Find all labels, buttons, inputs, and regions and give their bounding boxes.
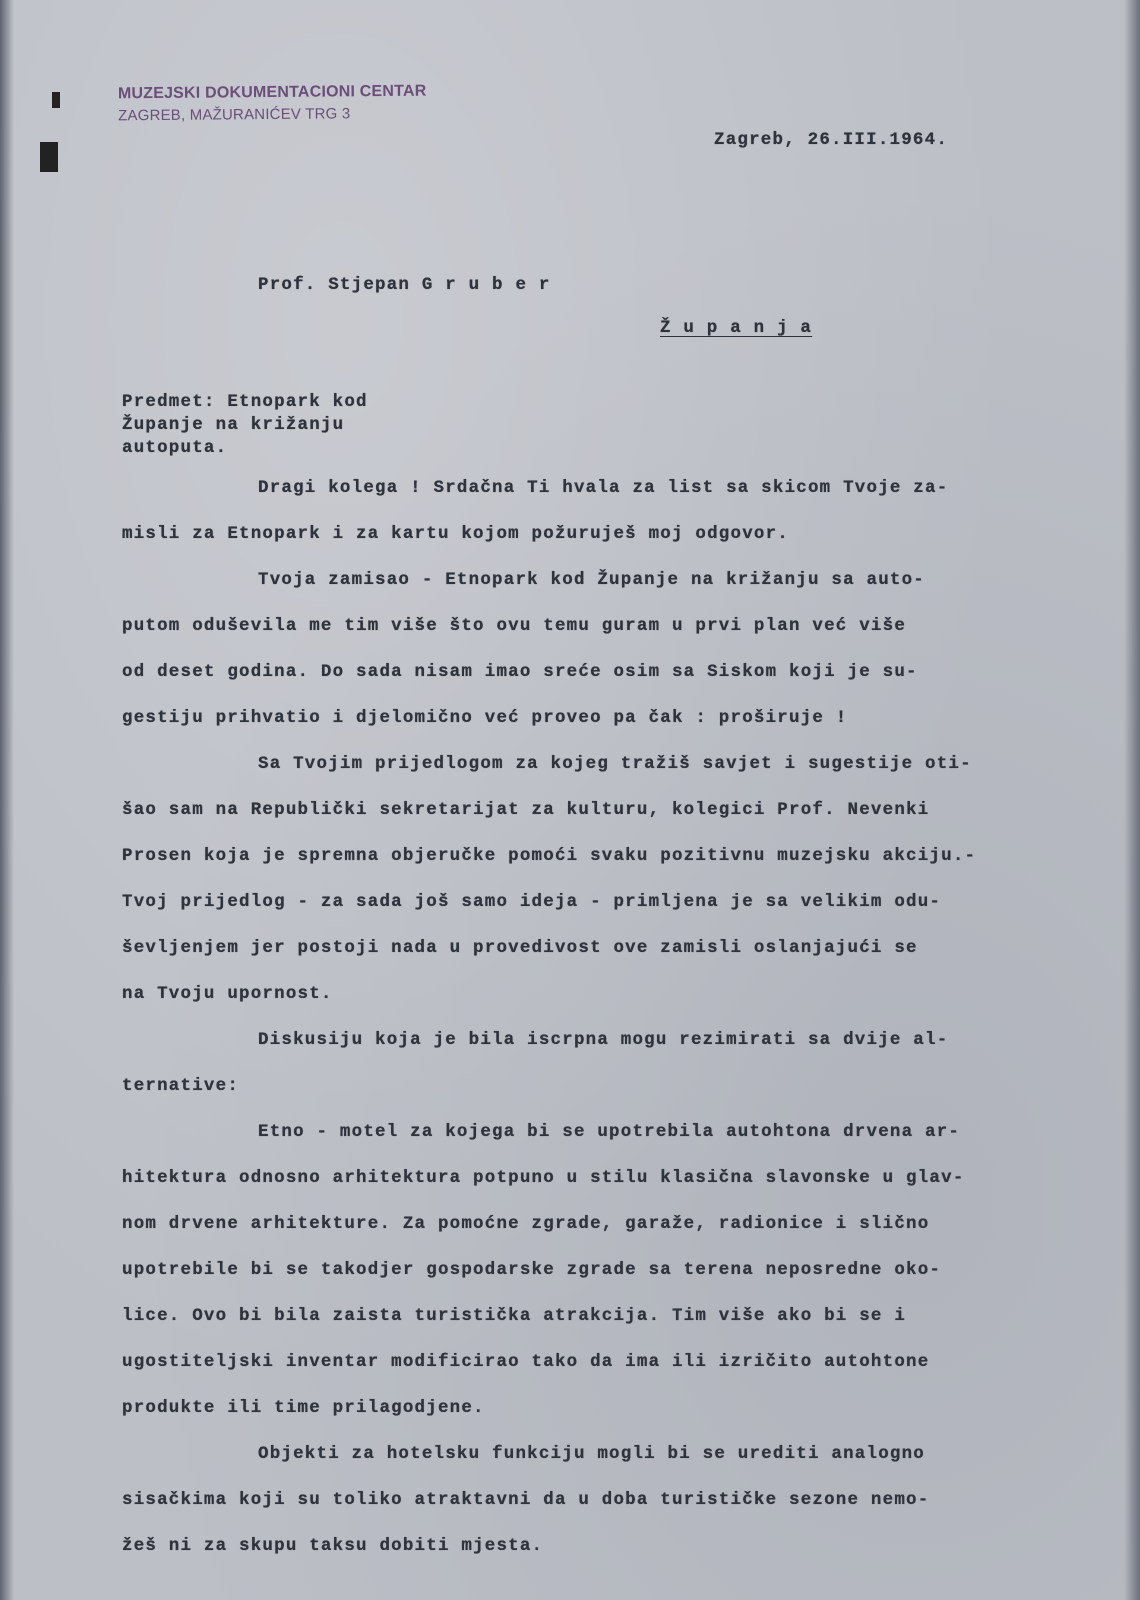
- body-line: Prosen koja je spremna objeručke pomoći svaku pozitivnu muzejsku akciju.-: [122, 846, 977, 866]
- body-line: sisačkima koji su toliko atraktavni da u doba turističke sezone nemo-: [122, 1490, 930, 1510]
- body-line: Diskusiju koja je bila iscrpna mogu rezimirati sa dvije al-: [258, 1030, 949, 1050]
- body-line: lice. Ovo bi bila zaista turistička atrakcija. Tim više ako bi se i: [122, 1306, 907, 1326]
- subject-line: autoputa.: [122, 438, 228, 458]
- body-line: produkte ili time prilagodjene.: [122, 1398, 485, 1418]
- punch-hole-mark: [52, 92, 60, 108]
- body-line: šao sam na Republički sekretarijat za kulturu, kolegici Prof. Nevenki: [122, 800, 930, 820]
- body-line: ternative:: [122, 1076, 240, 1096]
- page-right-edge: [1124, 0, 1140, 1600]
- recipient-place: Ž u p a n j a: [660, 318, 813, 338]
- stamp-line-1: MUZEJSKI DOKUMENTACIONI CENTAR: [117, 82, 427, 103]
- body-line: nom drvene arhitekture. Za pomoćne zgrade, garaže, radionice i slično: [122, 1214, 930, 1234]
- body-line: Tvoja zamisao - Etnopark kod Županje na križanju sa auto-: [258, 570, 925, 590]
- body-line: od deset godina. Do sada nisam imao sreće osim sa Siskom koji je su-: [122, 662, 918, 682]
- body-line: ugostiteljski inventar modificirao tako da ima ili izričito autohtone: [122, 1352, 930, 1372]
- body-line: putom oduševila me tim više što ovu temu guram u prvi plan već više: [122, 616, 907, 636]
- body-line: Objekti za hotelsku funkciju mogli bi se urediti analogno: [258, 1444, 925, 1464]
- subject-line: Predmet: Etnopark kod: [122, 392, 368, 412]
- body-line: Sa Tvojim prijedlogom za kojeg tražiš savjet i sugestije oti-: [258, 754, 972, 774]
- letter-date: Zagreb, 26.III.1964.: [714, 130, 949, 150]
- page-left-edge: [0, 0, 14, 1600]
- body-line: na Tvoju upornost.: [122, 984, 333, 1004]
- body-line: žeš ni za skupu taksu dobiti mjesta.: [122, 1536, 544, 1556]
- body-line: misli za Etnopark i za kartu kojom požuruješ moj odgovor.: [122, 524, 789, 544]
- recipient-name: Prof. Stjepan G r u b e r: [258, 275, 551, 295]
- body-line: hitektura odnosno arhitektura potpuno u stilu klasična slavonske u glav-: [122, 1168, 965, 1188]
- punch-hole: [40, 142, 58, 172]
- body-line: ševljenjem jer postoji nada u provedivost ove zamisli oslanjajući se: [122, 938, 918, 958]
- body-line: Etno - motel za kojega bi se upotrebila autohtona drvena ar-: [258, 1122, 961, 1142]
- body-line: gestiju prihvatio i djelomično već proveo pa čak : proširuje !: [122, 708, 848, 728]
- body-line: upotrebile bi se takodjer gospodarske zgrade sa terena neposredne oko-: [122, 1260, 942, 1280]
- stamp-line-2: ZAGREB, MAŽURANIĆEV TRG 3: [118, 105, 351, 125]
- body-line: Dragi kolega ! Srdačna Ti hvala za list sa skicom Tvoje za-: [258, 478, 949, 498]
- body-line: Tvoj prijedlog - za sada još samo ideja - primljena je sa velikim odu-: [122, 892, 942, 912]
- museum-stamp: [118, 83, 427, 125]
- subject-line: Županje na križanju: [122, 415, 345, 435]
